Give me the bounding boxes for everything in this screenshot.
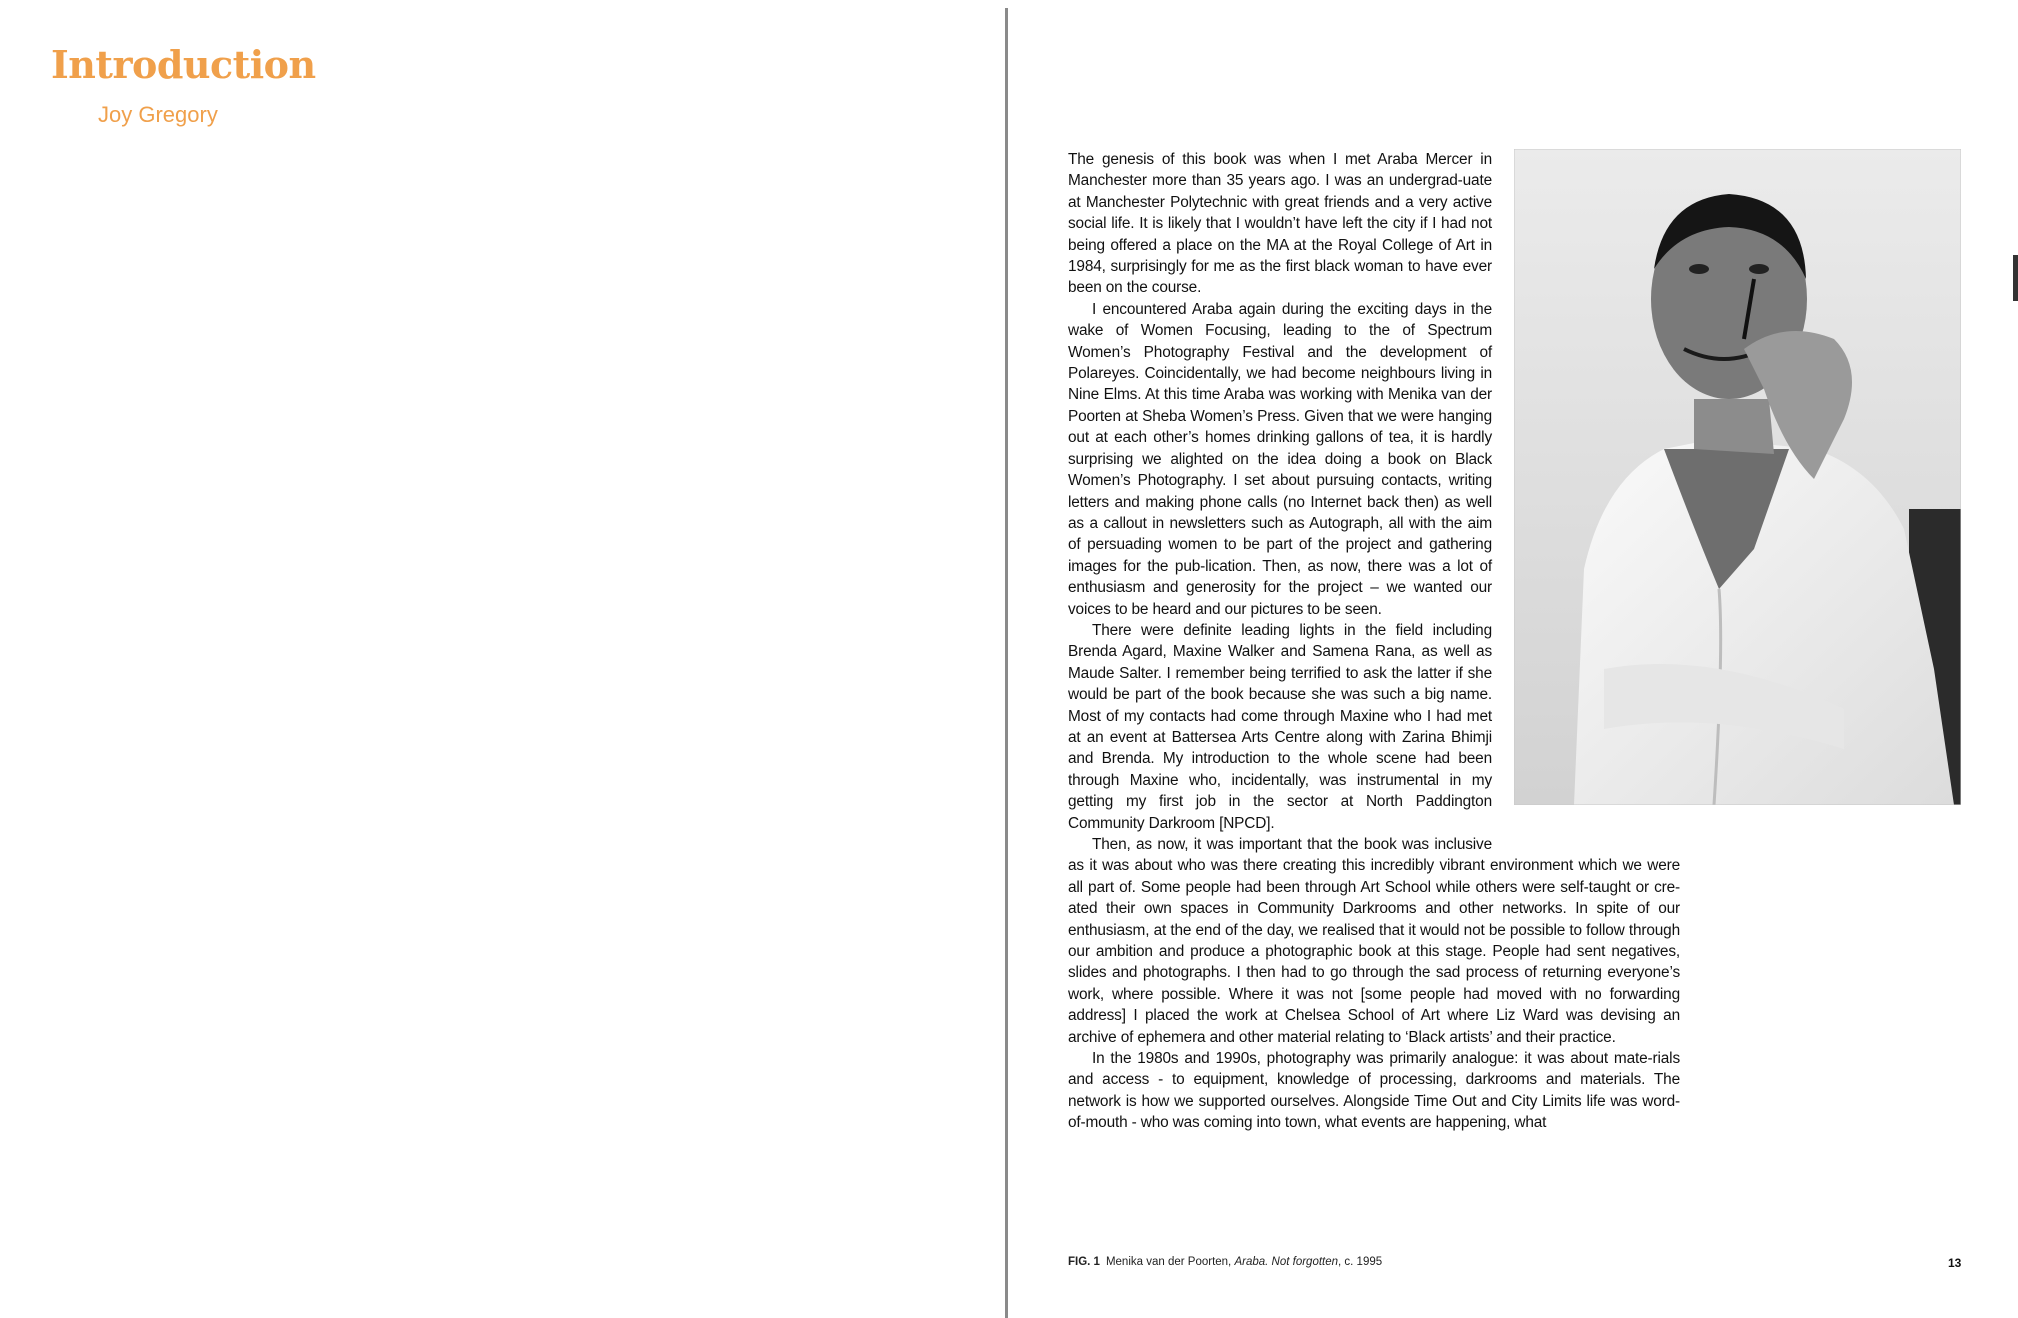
body-paragraph-1: The genesis of this book was when I met Araba Mercer in Manchester more than 35 years ago. I was an undergrad-uate at Manchester Polytechnic with great friends and a very active social life. It is likely that I wouldn’t have left the city if I had not being offered a place on the MA at the Royal College of Art in 1984, surprisingly for me as the first black woman to have ever been on the course. <box>1068 151 1492 297</box>
author-name: Joy Gregory <box>98 102 218 127</box>
body-paragraph-4: Then, as now, it was important that the book was inclusive as it was about who was there creating this incredibly vibrant environment which we were all part of. Some people had been through Art School while others were self-taught or cre-ated their own spaces in Community Darkrooms and other networks. In spite of our enthusiasm, at the end of the day, we realised that it would not be possible to follow through our ambition and produce a photographic book at this stage. People had sent negatives, slides and photographs. I then had to go through the sad process of returning everyone’s work, where possible. Where it was not [some people had moved with no forwarding address] I placed the work at Chelsea School of Art where Liz Ward was devising an archive of ephemera and other material relating to ‘Black artists’ and their practice. <box>1068 836 1680 1046</box>
body-paragraph-5: In the 1980s and 1990s, photography was primarily analogue: it was about mate-rials and access - to equipment, knowledge of processing, darkrooms and materials. The network is how we supported ourselves. Alongside Time Out and City Limits life was word-of-mouth - who was coming into town, what events are happening, what <box>1068 1050 1680 1132</box>
page-edge-tab <box>2013 255 2018 301</box>
page-number: 13 <box>1948 1256 1962 1270</box>
body-text <box>1068 149 1680 1134</box>
image-wrap-spacer <box>1492 149 1680 849</box>
figure-label: FIG. 1 <box>1068 1256 1100 1268</box>
figure-caption <box>1068 1256 1382 1268</box>
body-paragraph-3: There were definite leading lights in the field including Brenda Agard, Maxine Walker and Samena Rana, as well as Maude Salter. I remember being terrified to ask the latter if she would be part of the book because she was such a big name. Most of my contacts had come through Maxine who I had met at an event at Battersea Arts Centre along with Zarina Bhimji and Brenda. My introduction to the whole scene had been through Maxine who, incidentally, was instrumental in my getting my first job in the sector at North Paddington Community Darkroom [NPCD]. <box>1068 621 1492 832</box>
caption-work-title: Araba. Not forgotten <box>1234 1256 1339 1268</box>
page-title: Introduction <box>51 42 316 87</box>
caption-artist: Menika van der Poorten, <box>1105 1256 1232 1268</box>
left-page <box>0 0 1005 1318</box>
caption-date: , c. 1995 <box>1338 1256 1383 1268</box>
body-paragraph-2: I encountered Araba again during the exciting days in the wake of Women Focusing, leading to the of Spectrum Women’s Photography Festival and the development of Polareyes. Coincidentally, we had become neighbours living in Nine Elms. At this time Araba was working with Menika van der Poorten at Sheba Women’s Press. Given that we were hanging out at each other’s homes drinking gallons of tea, it is hardly surprising we alighted on the idea doing a book on Black Women’s Photography. I set about pursuing contacts, writing letters and making phone calls (no Internet back then) as well as a callout in newsletters such as Autograph, all with the aim of persuading women to be part of the project and gathering images for the pub-lication. Then, as now, there was a lot of enthusiasm and generosity for the project – we wanted our voices to be heard and our pictures to be seen. <box>1068 300 1492 618</box>
